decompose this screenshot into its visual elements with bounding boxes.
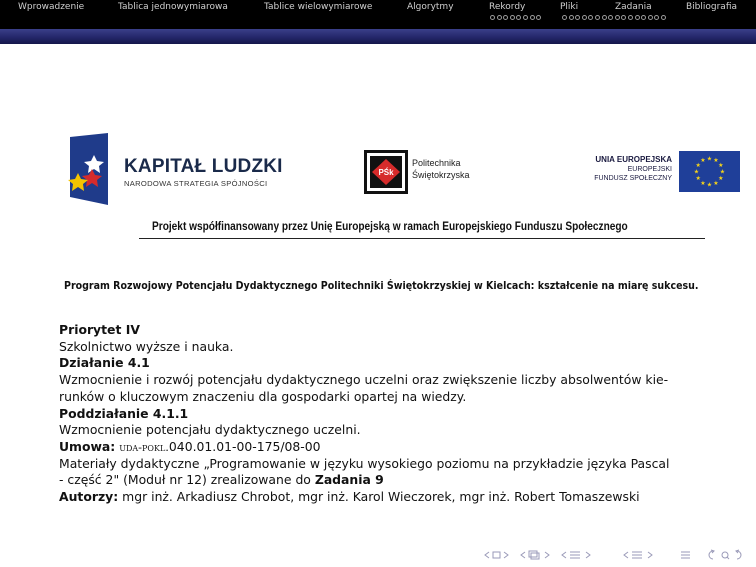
pliki-slide-dots[interactable] (562, 15, 666, 21)
dzialanie-text-2: runków o kluczowym znaczeniu dla gospodarki opartej na wiedzy. (59, 388, 467, 404)
unia-europejska-text (594, 155, 672, 183)
politechnika-swietokrzyska-logo-icon (364, 150, 408, 194)
umowa-line (59, 439, 709, 456)
frame-dot[interactable] (490, 15, 495, 20)
header-gradient-band (0, 29, 756, 44)
align-icon[interactable] (680, 549, 692, 561)
rekordy-slide-dots[interactable] (490, 15, 541, 21)
kapital-ludzki-title: KAPITAŁ LUDZKI (124, 156, 283, 177)
nav-subsection-group (560, 548, 596, 562)
umowa-code: uda-pokl. (119, 439, 169, 454)
frame-dot[interactable] (661, 15, 666, 20)
frame-dot[interactable] (575, 15, 580, 20)
dzialanie-text-1: Wzmocnienie i rozwój potencjału dydaktycznego uczelni oraz zwiększenie liczby absolwentów kie- (59, 372, 669, 388)
priorytet-label: Priorytet IV (59, 322, 140, 337)
materialy-line-2 (59, 472, 709, 489)
search-back-forward-icon[interactable] (705, 549, 749, 561)
cofinance-statement: Projekt współfinansowany przez Unię Europejską w ramach Europejskiego Funduszu Społecznego (152, 221, 628, 233)
eu-star-icon: ★ (693, 168, 700, 176)
frame-dot[interactable] (516, 15, 521, 20)
autorzy-line (59, 489, 709, 506)
nav-zadania[interactable]: Zadania (615, 2, 652, 12)
frame-dot[interactable] (595, 15, 600, 20)
priorytet-text: Szkolnictwo wyższe i nauka. (59, 338, 234, 354)
frame-dot[interactable] (588, 15, 593, 20)
nav-tablice-wielowymiarowe[interactable]: Tablice wielowymiarowe (264, 2, 373, 12)
frame-dot[interactable] (582, 15, 587, 20)
nav-bibliografia[interactable]: Bibliografia (686, 2, 738, 12)
eu-star-icon: ★ (713, 179, 719, 187)
umowa-number: 040.01.01-00-175/08-00 (168, 438, 321, 454)
nav-frame-group (519, 548, 555, 562)
frame-dot[interactable] (530, 15, 535, 20)
nav-section-group (622, 548, 658, 562)
svg-text:PŚk: PŚk (378, 168, 394, 177)
frame-dot[interactable] (641, 15, 646, 20)
frame-dot[interactable] (510, 15, 515, 20)
poddzialanie-text: Wzmocnienie potencjału dydaktycznego uczelni. (59, 422, 361, 438)
cofinance-underline (139, 238, 705, 239)
frame-nav-icon[interactable] (519, 549, 555, 561)
eu-star-icon: ★ (706, 155, 713, 163)
nav-search-group (680, 548, 692, 562)
politechnika-name (412, 157, 470, 181)
eu-star-icon: ★ (719, 168, 726, 176)
eu-flag-icon (679, 151, 740, 192)
umowa-label: Umowa: (59, 438, 116, 454)
frame-dot[interactable] (503, 15, 508, 20)
frame-dot[interactable] (628, 15, 633, 20)
frame-dot[interactable] (621, 15, 626, 20)
eu-star-icon: ★ (713, 157, 719, 165)
eu-star-icon: ★ (700, 179, 706, 187)
nav-search-back (705, 548, 749, 562)
eu-star-icon: ★ (718, 162, 724, 169)
eu-star-icon: ★ (695, 162, 701, 169)
unia-title: UNIA EUROPEJSKA (595, 155, 672, 164)
autorzy-label: Autorzy: (59, 489, 119, 505)
nav-wprowadzenie[interactable]: Wprowadzenie (18, 2, 85, 12)
program-title: Program Rozwojowy Potencjału Dydaktycznego Politechniki Świętokrzyskiej w Kielcach: kształcenie na miarę sukcesu. (64, 281, 699, 292)
beamer-header (0, 0, 756, 29)
politechnika-line1: Politechnika (412, 158, 461, 168)
poddzialanie-label: Poddziałanie 4.1.1 (59, 405, 189, 421)
nav-rekordy[interactable]: Rekordy (489, 2, 526, 12)
project-details (59, 322, 709, 506)
nav-pliki[interactable]: Pliki (560, 2, 579, 12)
zadania-reference: Zadania 9 (314, 472, 384, 488)
nav-tablica-jednowymiarowa[interactable]: Tablica jednowymiarowa (118, 2, 228, 12)
politechnika-line2: Świętokrzyska (412, 170, 470, 180)
frame-dot[interactable] (569, 15, 574, 20)
frame-dot[interactable] (635, 15, 640, 20)
frame-dot[interactable] (602, 15, 607, 20)
frame-dot[interactable] (608, 15, 613, 20)
frame-dot[interactable] (497, 15, 502, 20)
nav-algorytmy[interactable]: Algorytmy (407, 2, 454, 12)
eu-star-icon: ★ (706, 181, 713, 189)
nav-slide-group (483, 548, 513, 562)
eu-star-icon: ★ (700, 157, 706, 165)
frame-dot[interactable] (562, 15, 567, 20)
unia-line2: FUNDUSZ SPOŁECZNY (594, 175, 672, 182)
frame-dot[interactable] (654, 15, 659, 20)
section-nav-icon[interactable] (622, 549, 658, 561)
dzialanie-label: Działanie 4.1 (59, 355, 150, 371)
frame-dot[interactable] (648, 15, 653, 20)
frame-dot[interactable] (536, 15, 541, 20)
subsection-nav-icon[interactable] (560, 549, 596, 561)
materialy-text-1: Materiały dydaktyczne „Programowanie w języku wysokiego poziomu na przykładzie języka Pascal (59, 455, 670, 471)
slide-nav-icon[interactable] (483, 549, 513, 561)
unia-line1: EUROPEJSKI (627, 166, 672, 173)
autorzy-text: mgr inż. Arkadiusz Chrobot, mgr inż. Karol Wieczorek, mgr inż. Robert Tomaszewski (122, 489, 640, 505)
frame-dot[interactable] (523, 15, 528, 20)
kapital-ludzki-subtitle: NARODOWA STRATEGIA SPÓJNOŚCI (124, 179, 268, 188)
kapital-ludzki-logo-icon (64, 133, 108, 205)
eu-star-icon: ★ (695, 175, 701, 182)
frame-dot[interactable] (615, 15, 620, 20)
eu-star-icon: ★ (718, 175, 724, 182)
materialy-text-2: - część 2" (Moduł nr 12) zrealizowane do (59, 472, 315, 488)
